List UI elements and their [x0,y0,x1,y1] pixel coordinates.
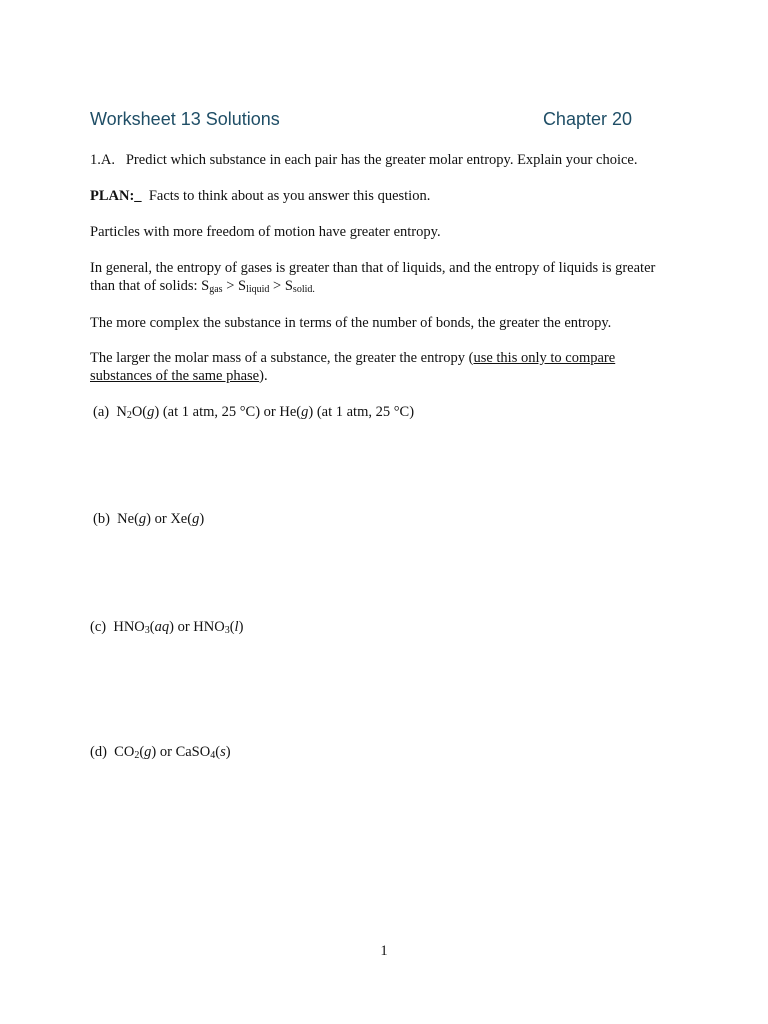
part-c-sub-1: 3 [144,625,150,636]
fact-phase-period: . [312,284,315,295]
part-d-mid: ) or CaSO [151,744,211,760]
part-b-ne: Ne( [117,511,139,527]
page-number: 1 [380,943,388,959]
part-c-phase-2: l [234,619,239,635]
part-d-open-1: ( [139,744,145,760]
question-number: 1.A. [90,152,115,168]
subscript-liquid: liquid [246,284,270,295]
part-c-end: ) [238,619,244,635]
part-a-o: O( [131,404,148,420]
fact-mass-prefix: The larger the molar mass of a substance, the greater the entropy ( [90,350,474,366]
part-d-co: CO [114,744,135,760]
page-header [90,109,635,135]
part-d-end: ) [225,744,231,760]
part-a-phase-1: g [147,404,155,420]
part-c [90,618,690,640]
part-c-label: (c) [90,619,107,635]
fact-mass-underline-1: use this only to compare [473,350,616,366]
fact-freedom: Particles with more freedom of motion have greater entropy. [90,224,441,240]
fact-mass-underline-2: substances of the same phase [90,368,260,384]
part-d-phase-2: s [220,744,226,760]
worksheet-title: Worksheet 13 Solutions [90,109,280,129]
part-b [93,510,693,528]
part-a-n: N [116,404,127,420]
part-d-sub-1: 2 [134,750,140,761]
fact-phase [90,259,690,299]
fact-phase-line1: In general, the entropy of gases is greater than that of liquids, and the entropy of liquids is greater [90,260,656,276]
part-a-mid: ) (at 1 atm, 25 °C) or He( [154,404,302,420]
plan-text: Facts to think about as you answer this question. [148,188,431,204]
question-prompt [90,151,690,169]
part-d-phase-1: g [144,744,152,760]
plan-line [90,187,690,205]
part-b-end: ) [199,511,205,527]
subscript-solid: solid [292,284,313,295]
part-a-sub: 2 [126,410,132,421]
part-b-mid: ) or Xe( [146,511,193,527]
part-c-open-2: ( [229,619,235,635]
part-a-end: ) (at 1 atm, 25 °C) [308,404,415,420]
part-c-phase-1: aq [154,619,170,635]
part-d-open-2: ( [215,744,221,760]
question-text: Predict which substance in each pair has the greater molar entropy. Explain your choice. [125,152,638,168]
subscript-gas: gas [209,284,223,295]
part-a-label: (a) [93,404,110,420]
part-d [90,743,690,765]
greater-than-1: > S [222,278,247,294]
fact-molar-mass [90,349,690,385]
greater-than-2: > S [269,278,293,294]
part-a [93,403,693,425]
part-b-phase-2: g [192,511,200,527]
part-c-hno-1: HNO [113,619,145,635]
part-c-mid: ) or HNO [169,619,225,635]
part-d-sub-2: 4 [210,750,216,761]
chapter-label: Chapter 20 [542,109,632,129]
fact-complexity: The more complex the substance in terms of the number of bonds, the greater the entropy. [90,315,612,331]
part-c-open-1: ( [149,619,155,635]
fact-phase-prefix: than that of solids: S [90,278,210,294]
fact-mass-suffix: ). [259,368,268,384]
part-d-label: (d) [90,744,107,760]
plan-label: PLAN:_ [90,188,142,204]
part-b-label: (b) [93,511,110,527]
part-b-phase-1: g [138,511,147,527]
part-c-sub-2: 3 [224,625,230,636]
part-a-phase-2: g [301,404,309,420]
